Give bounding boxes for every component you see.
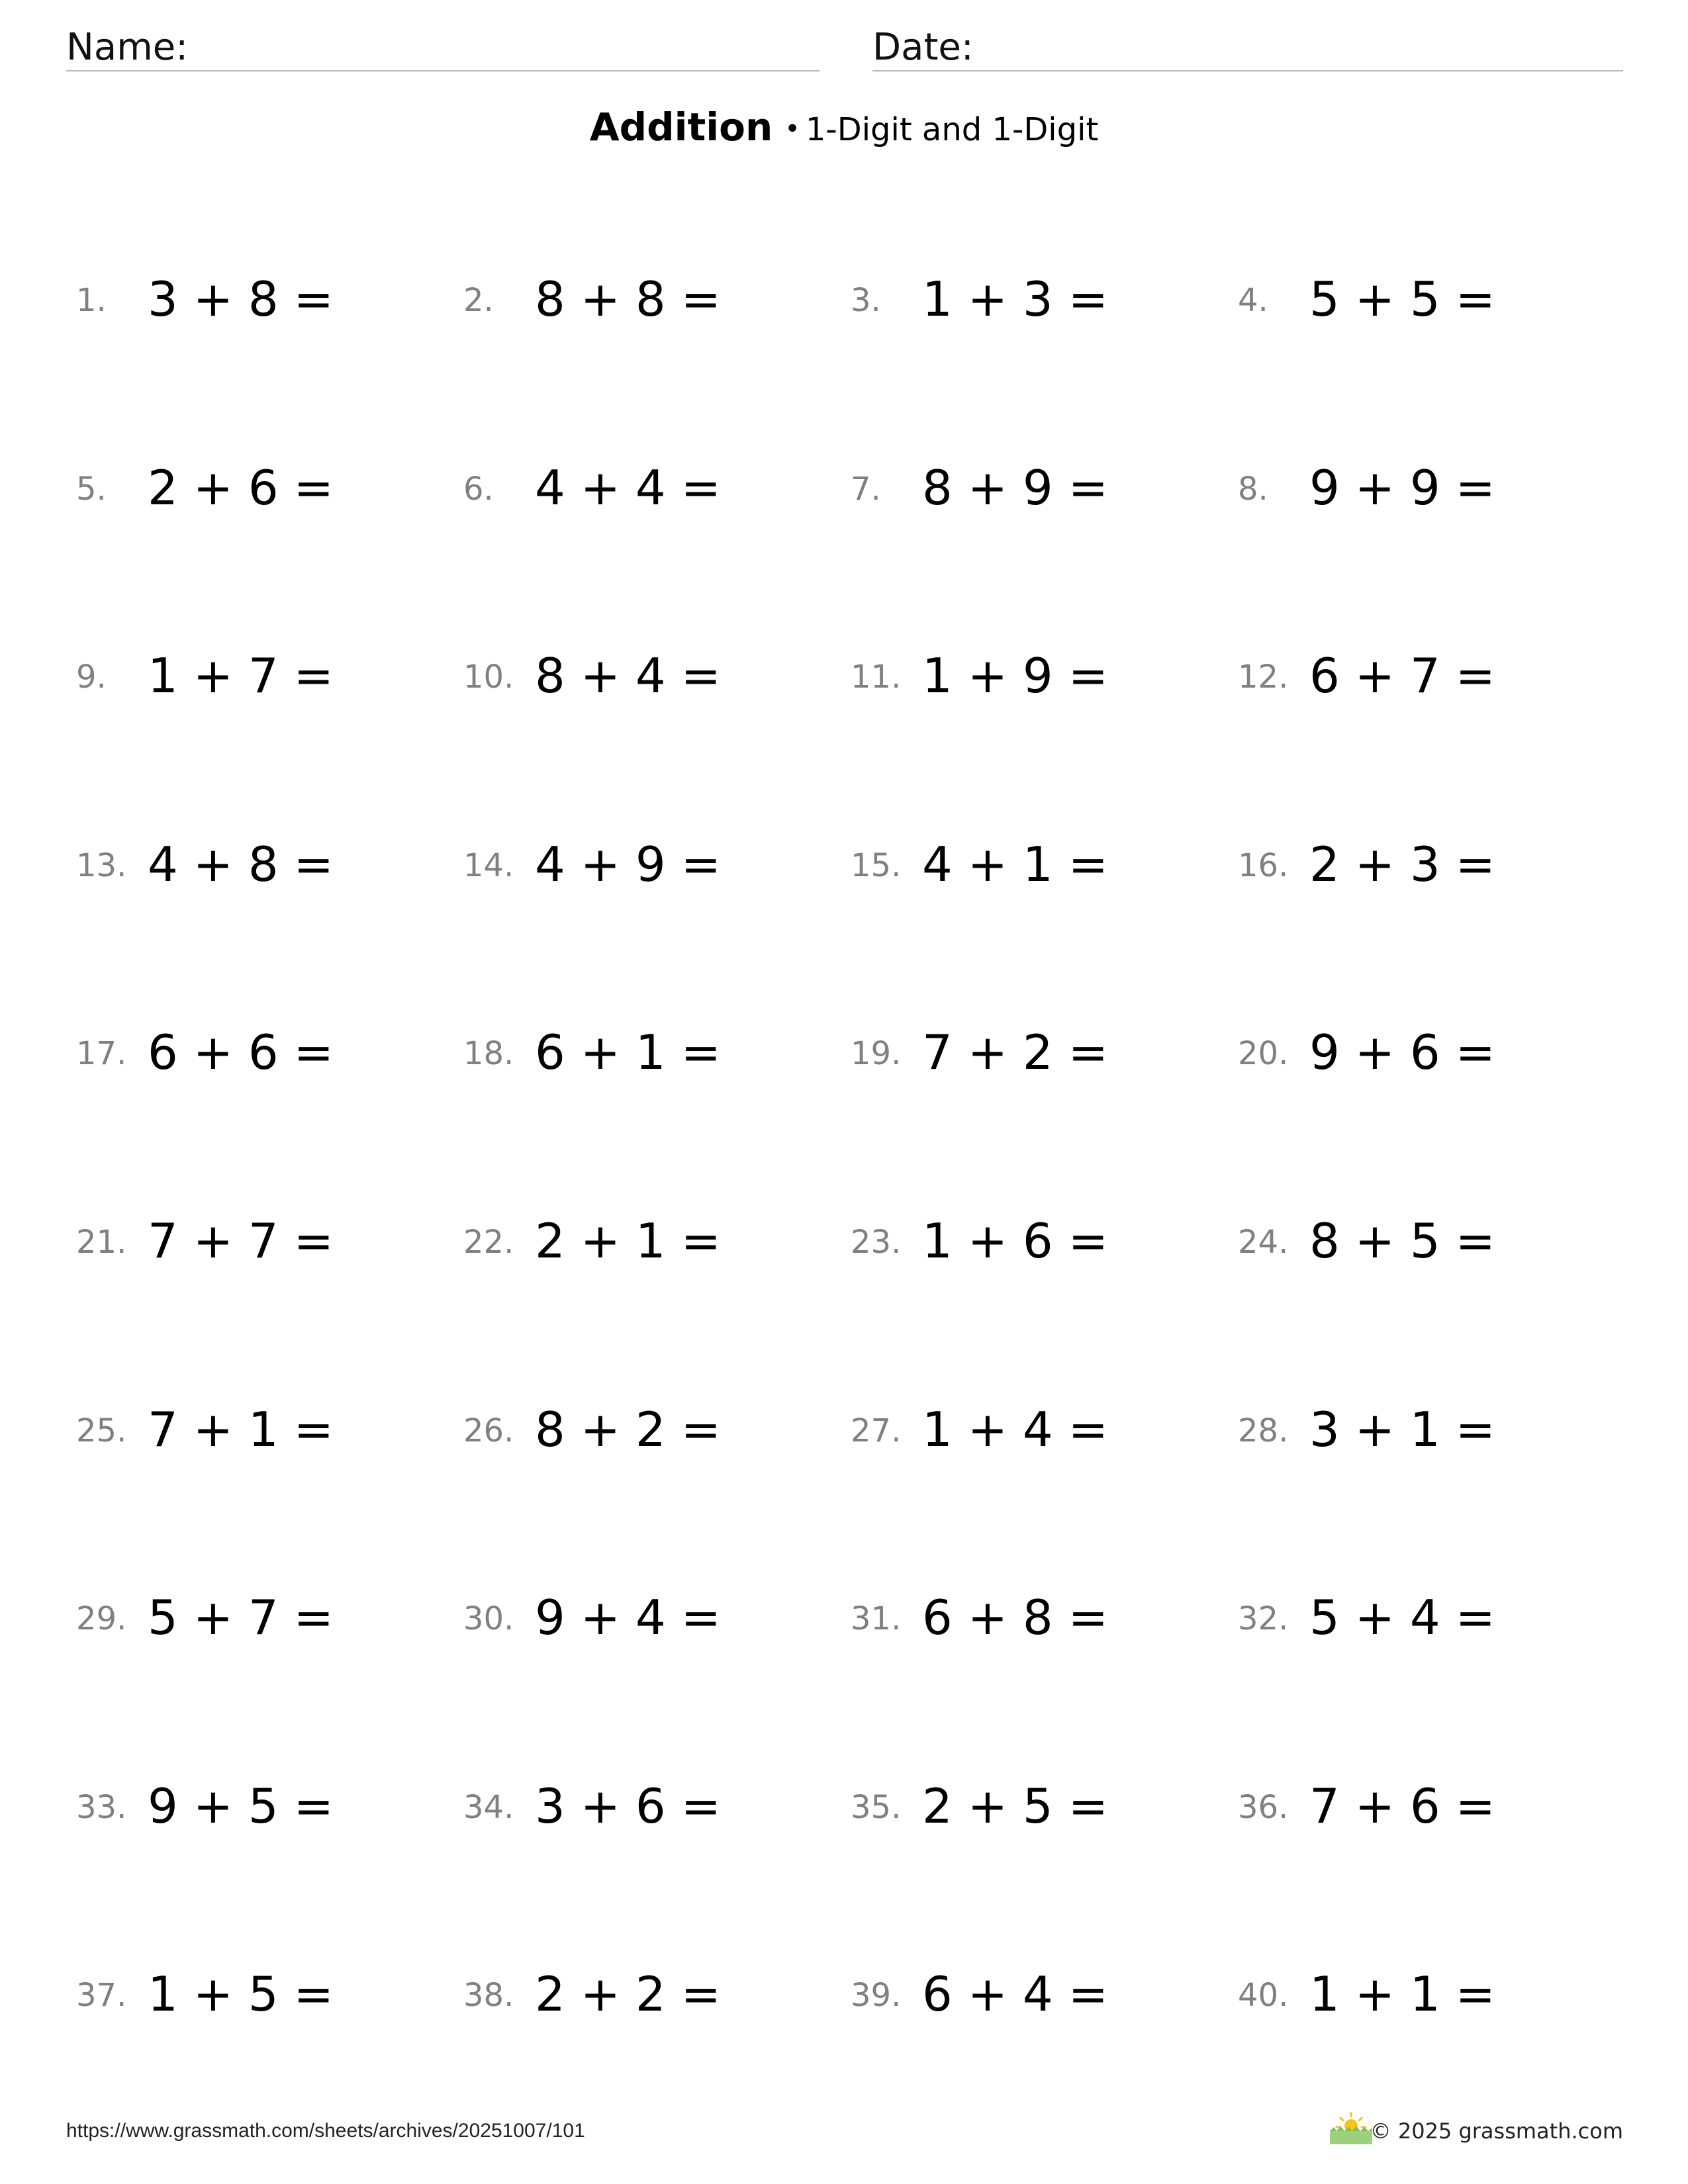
- problem-expression: 1 + 7 =: [148, 648, 334, 704]
- date-label: Date:: [872, 26, 974, 69]
- problem-number: 38.: [463, 1977, 514, 2014]
- problem-number: 30.: [463, 1600, 514, 1637]
- problem-expression: 2 + 1 =: [535, 1213, 721, 1269]
- problem-number: 6.: [463, 471, 494, 508]
- name-label: Name:: [66, 26, 189, 69]
- problem-number: 24.: [1238, 1224, 1289, 1261]
- problem-expression: 3 + 8 =: [148, 271, 334, 327]
- problem-number: 32.: [1238, 1600, 1289, 1637]
- problem-expression: 7 + 1 =: [148, 1402, 334, 1457]
- problem-expression: 6 + 4 =: [922, 1966, 1108, 2022]
- problem-number: 9.: [76, 659, 107, 696]
- problem-expression: 2 + 5 =: [922, 1778, 1108, 1834]
- problem-number: 13.: [76, 847, 127, 884]
- title-main: Addition: [589, 105, 773, 150]
- problem-expression: 2 + 2 =: [535, 1966, 721, 2022]
- footer-copyright: © 2025 grassmath.com: [1370, 2118, 1623, 2144]
- name-field[interactable]: [66, 24, 820, 71]
- problem-number: 14.: [463, 847, 514, 884]
- problem-number: 25.: [76, 1412, 127, 1449]
- problem-number: 5.: [76, 471, 107, 508]
- title-separator: •: [784, 114, 800, 144]
- problem-number: 2.: [463, 282, 494, 319]
- problem-expression: 5 + 4 =: [1309, 1590, 1495, 1645]
- problem-expression: 7 + 7 =: [148, 1213, 334, 1269]
- problem-expression: 1 + 9 =: [922, 648, 1108, 704]
- problem-number: 40.: [1238, 1977, 1289, 2014]
- problem-number: 15.: [851, 847, 902, 884]
- problem-expression: 6 + 1 =: [535, 1024, 721, 1080]
- problem-expression: 7 + 6 =: [1309, 1778, 1495, 1834]
- problem-number: 28.: [1238, 1412, 1289, 1449]
- problem-expression: 9 + 9 =: [1309, 460, 1495, 516]
- problem-expression: 9 + 5 =: [148, 1778, 334, 1834]
- problem-expression: 8 + 2 =: [535, 1402, 721, 1457]
- problem-number: 37.: [76, 1977, 127, 2014]
- problem-expression: 4 + 8 =: [148, 837, 334, 892]
- problem-number: 33.: [76, 1789, 127, 1826]
- footer-url: https://www.grassmath.com/sheets/archives/20251007/101: [66, 2120, 585, 2142]
- problem-expression: 7 + 2 =: [922, 1024, 1108, 1080]
- problem-expression: 2 + 6 =: [148, 460, 334, 516]
- problem-number: 17.: [76, 1035, 127, 1072]
- problem-expression: 6 + 6 =: [148, 1024, 334, 1080]
- problem-number: 18.: [463, 1035, 514, 1072]
- problem-number: 11.: [851, 659, 902, 696]
- problem-number: 3.: [851, 282, 881, 319]
- problem-number: 7.: [851, 471, 881, 508]
- problem-number: 29.: [76, 1600, 127, 1637]
- problem-number: 20.: [1238, 1035, 1289, 1072]
- problem-number: 31.: [851, 1600, 902, 1637]
- title-subtitle: 1-Digit and 1-Digit: [805, 111, 1099, 148]
- problem-expression: 1 + 1 =: [1309, 1966, 1495, 2022]
- problem-expression: 1 + 5 =: [148, 1966, 334, 2022]
- problem-expression: 3 + 1 =: [1309, 1402, 1495, 1457]
- problem-number: 19.: [851, 1035, 902, 1072]
- problem-expression: 1 + 6 =: [922, 1213, 1108, 1269]
- problem-expression: 1 + 4 =: [922, 1402, 1108, 1457]
- grass-sun-logo-icon: [1327, 2111, 1375, 2146]
- problem-number: 12.: [1238, 659, 1289, 696]
- problem-number: 23.: [851, 1224, 902, 1261]
- problem-expression: 5 + 5 =: [1309, 271, 1495, 327]
- problem-number: 27.: [851, 1412, 902, 1449]
- problem-expression: 6 + 7 =: [1309, 648, 1495, 704]
- problem-number: 36.: [1238, 1789, 1289, 1826]
- problem-expression: 2 + 3 =: [1309, 837, 1495, 892]
- problem-number: 35.: [851, 1789, 902, 1826]
- problem-expression: 8 + 8 =: [535, 271, 721, 327]
- worksheet-title: [0, 105, 1688, 150]
- problem-expression: 1 + 3 =: [922, 271, 1108, 327]
- problem-number: 39.: [851, 1977, 902, 2014]
- problem-number: 16.: [1238, 847, 1289, 884]
- problem-number: 21.: [76, 1224, 127, 1261]
- problem-expression: 5 + 7 =: [148, 1590, 334, 1645]
- problem-expression: 3 + 6 =: [535, 1778, 721, 1834]
- problem-expression: 8 + 9 =: [922, 460, 1108, 516]
- problem-number: 8.: [1238, 471, 1268, 508]
- problem-number: 22.: [463, 1224, 514, 1261]
- problem-expression: 6 + 8 =: [922, 1590, 1108, 1645]
- problem-number: 1.: [76, 282, 107, 319]
- problem-number: 10.: [463, 659, 514, 696]
- problem-number: 4.: [1238, 282, 1268, 319]
- date-field[interactable]: [872, 24, 1623, 71]
- problem-number: 26.: [463, 1412, 514, 1449]
- problem-expression: 8 + 4 =: [535, 648, 721, 704]
- problem-expression: 4 + 9 =: [535, 837, 721, 892]
- problem-expression: 4 + 4 =: [535, 460, 721, 516]
- problem-expression: 4 + 1 =: [922, 837, 1108, 892]
- problem-number: 34.: [463, 1789, 514, 1826]
- problem-expression: 9 + 6 =: [1309, 1024, 1495, 1080]
- problem-expression: 9 + 4 =: [535, 1590, 721, 1645]
- problem-expression: 8 + 5 =: [1309, 1213, 1495, 1269]
